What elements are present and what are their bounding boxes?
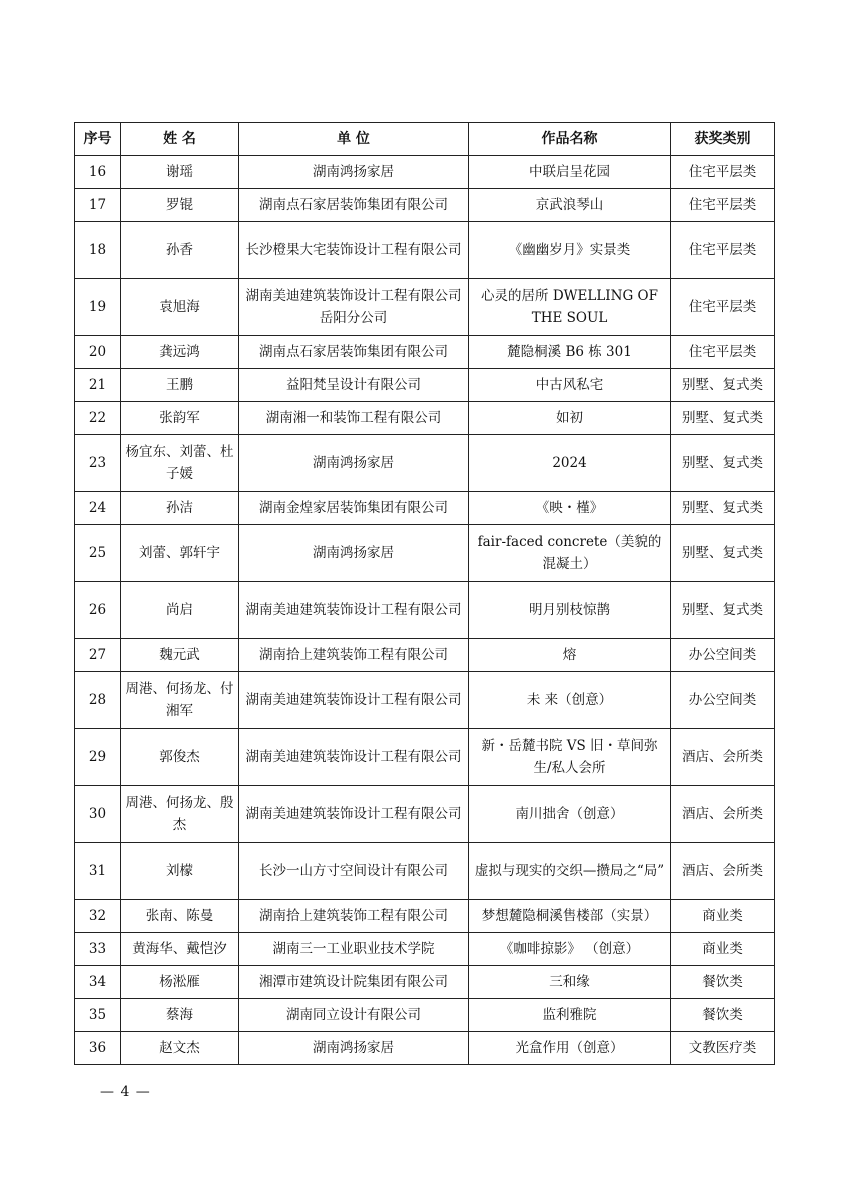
row-index: 26 [75, 582, 121, 639]
row-name: 尚启 [121, 582, 239, 639]
row-work: 监利雅院 [469, 999, 671, 1032]
row-work: 心灵的居所 DWELLING OF THE SOUL [469, 279, 671, 336]
table-row [75, 729, 775, 786]
row-name: 周港、何扬龙、殷杰 [121, 786, 239, 843]
row-work: 如初 [469, 402, 671, 435]
row-unit: 湖南美迪建筑装饰设计工程有限公司 [239, 582, 469, 639]
header-name: 姓 名 [121, 123, 239, 156]
row-work: 京武浪琴山 [469, 189, 671, 222]
row-category: 餐饮类 [671, 966, 775, 999]
table-row [75, 222, 775, 279]
row-work: 《咖啡掠影》 （创意） [469, 933, 671, 966]
row-name: 杨淞雁 [121, 966, 239, 999]
row-category: 办公空间类 [671, 639, 775, 672]
row-name: 王鹏 [121, 369, 239, 402]
row-category: 别墅、复式类 [671, 582, 775, 639]
table-row [75, 369, 775, 402]
row-unit: 湖南美迪建筑装饰设计工程有限公司 [239, 786, 469, 843]
row-index: 30 [75, 786, 121, 843]
table-row [75, 843, 775, 900]
row-work: 2024 [469, 435, 671, 492]
row-index: 31 [75, 843, 121, 900]
row-name: 黄海华、戴恺汐 [121, 933, 239, 966]
table-row [75, 639, 775, 672]
row-category: 住宅平层类 [671, 156, 775, 189]
row-category: 别墅、复式类 [671, 492, 775, 525]
row-category: 酒店、会所类 [671, 729, 775, 786]
row-unit: 湖南鸿扬家居 [239, 156, 469, 189]
row-index: 28 [75, 672, 121, 729]
row-index: 17 [75, 189, 121, 222]
row-name: 郭俊杰 [121, 729, 239, 786]
table-row [75, 492, 775, 525]
row-category: 住宅平层类 [671, 279, 775, 336]
row-name: 张南、陈曼 [121, 900, 239, 933]
row-index: 20 [75, 336, 121, 369]
row-name: 刘蕾、郭轩宇 [121, 525, 239, 582]
row-unit: 湖南鸿扬家居 [239, 1032, 469, 1065]
table-row [75, 933, 775, 966]
row-unit: 长沙橙果大宅装饰设计工程有限公司 [239, 222, 469, 279]
table-row [75, 582, 775, 639]
row-work: 麓隐桐溪 B6 栋 301 [469, 336, 671, 369]
row-unit: 益阳梵呈设计有限公司 [239, 369, 469, 402]
table-row [75, 402, 775, 435]
row-category: 住宅平层类 [671, 222, 775, 279]
table-row [75, 672, 775, 729]
header-index: 序号 [75, 123, 121, 156]
row-work: 三和缘 [469, 966, 671, 999]
row-name: 龚远鸿 [121, 336, 239, 369]
row-unit: 湖南点石家居装饰集团有限公司 [239, 336, 469, 369]
row-index: 29 [75, 729, 121, 786]
row-unit: 湖南点石家居装饰集团有限公司 [239, 189, 469, 222]
table-row [75, 156, 775, 189]
row-category: 商业类 [671, 900, 775, 933]
row-name: 刘檬 [121, 843, 239, 900]
row-work: 《幽幽岁月》实景类 [469, 222, 671, 279]
row-category: 别墅、复式类 [671, 525, 775, 582]
row-index: 27 [75, 639, 121, 672]
header-work: 作品名称 [469, 123, 671, 156]
row-unit: 湖南金煌家居装饰集团有限公司 [239, 492, 469, 525]
table-row [75, 435, 775, 492]
row-work: 中联启呈花园 [469, 156, 671, 189]
table-row [75, 900, 775, 933]
row-unit: 湖南拾上建筑装饰工程有限公司 [239, 639, 469, 672]
row-category: 酒店、会所类 [671, 843, 775, 900]
row-name: 罗锟 [121, 189, 239, 222]
row-category: 别墅、复式类 [671, 435, 775, 492]
row-work: 南川拙舍（创意） [469, 786, 671, 843]
row-index: 35 [75, 999, 121, 1032]
row-name: 孙洁 [121, 492, 239, 525]
row-unit: 湖南拾上建筑装饰工程有限公司 [239, 900, 469, 933]
table-body [75, 156, 775, 1065]
table-row [75, 336, 775, 369]
row-index: 36 [75, 1032, 121, 1065]
row-index: 18 [75, 222, 121, 279]
row-index: 33 [75, 933, 121, 966]
row-category: 文教医疗类 [671, 1032, 775, 1065]
row-name: 魏元武 [121, 639, 239, 672]
row-index: 34 [75, 966, 121, 999]
table-row [75, 966, 775, 999]
row-unit: 湖南湘一和装饰工程有限公司 [239, 402, 469, 435]
row-unit: 湖南美迪建筑装饰设计工程有限公司 [239, 729, 469, 786]
row-index: 19 [75, 279, 121, 336]
row-category: 别墅、复式类 [671, 369, 775, 402]
row-work: 梦想麓隐桐溪售楼部（实景） [469, 900, 671, 933]
header-row [75, 123, 775, 156]
row-work: 未 来（创意） [469, 672, 671, 729]
row-name: 周港、何扬龙、付湘军 [121, 672, 239, 729]
awards-table [74, 122, 775, 1065]
row-unit: 湖南同立设计有限公司 [239, 999, 469, 1032]
row-index: 24 [75, 492, 121, 525]
row-name: 张韵军 [121, 402, 239, 435]
row-name: 赵文杰 [121, 1032, 239, 1065]
header-category: 获奖类别 [671, 123, 775, 156]
table-row [75, 1032, 775, 1065]
row-work: 熔 [469, 639, 671, 672]
table-row [75, 786, 775, 843]
row-name: 谢瑶 [121, 156, 239, 189]
page-number: — 4 — [100, 1084, 151, 1100]
row-unit: 湘潭市建筑设计院集团有限公司 [239, 966, 469, 999]
row-work: fair-faced concrete（美貌的混凝土） [469, 525, 671, 582]
table-row [75, 189, 775, 222]
row-index: 21 [75, 369, 121, 402]
row-index: 16 [75, 156, 121, 189]
row-unit: 湖南鸿扬家居 [239, 435, 469, 492]
row-name: 袁旭海 [121, 279, 239, 336]
row-category: 住宅平层类 [671, 189, 775, 222]
row-unit: 长沙一山方寸空间设计有限公司 [239, 843, 469, 900]
row-unit: 湖南鸿扬家居 [239, 525, 469, 582]
row-unit: 湖南三一工业职业技术学院 [239, 933, 469, 966]
row-work: 《映・槿》 [469, 492, 671, 525]
row-index: 32 [75, 900, 121, 933]
row-work: 光盒作用（创意） [469, 1032, 671, 1065]
row-category: 酒店、会所类 [671, 786, 775, 843]
row-category: 商业类 [671, 933, 775, 966]
row-work: 明月别枝惊鹊 [469, 582, 671, 639]
row-index: 23 [75, 435, 121, 492]
row-index: 25 [75, 525, 121, 582]
row-work: 中古风私宅 [469, 369, 671, 402]
table-row [75, 999, 775, 1032]
row-index: 22 [75, 402, 121, 435]
row-name: 孙香 [121, 222, 239, 279]
row-work: 新・岳麓书院 VS 旧・草间弥生/私人会所 [469, 729, 671, 786]
row-unit: 湖南美迪建筑装饰设计工程有限公司 [239, 672, 469, 729]
row-work: 虚拟与现实的交织—攒局之“局” [469, 843, 671, 900]
row-category: 住宅平层类 [671, 336, 775, 369]
table-row [75, 525, 775, 582]
row-unit: 湖南美迪建筑装饰设计工程有限公司岳阳分公司 [239, 279, 469, 336]
row-name: 蔡海 [121, 999, 239, 1032]
row-category: 餐饮类 [671, 999, 775, 1032]
table-row [75, 279, 775, 336]
row-name: 杨宜东、刘蕾、杜子媛 [121, 435, 239, 492]
row-category: 办公空间类 [671, 672, 775, 729]
row-category: 别墅、复式类 [671, 402, 775, 435]
header-unit: 单 位 [239, 123, 469, 156]
